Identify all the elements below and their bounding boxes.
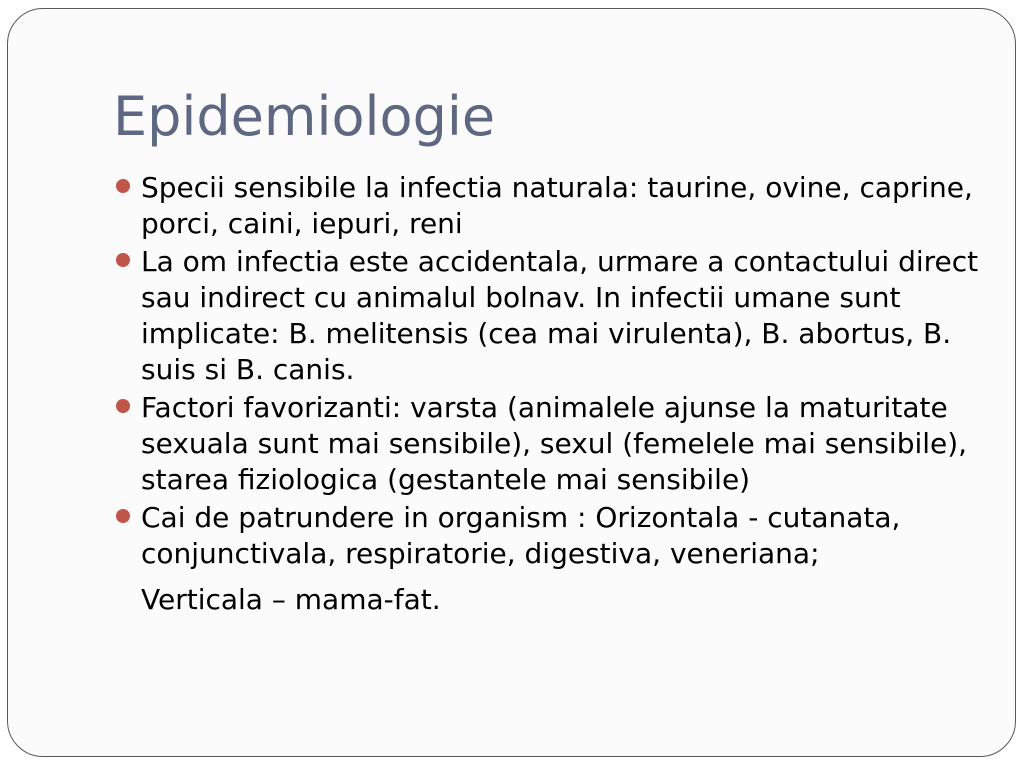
bullet-text: Cai de patrundere in organism : Orizontala - cutanata, conjunctivala, respiratorie, digestiva, veneriana; (141, 501, 901, 570)
bullet-item-human-infection (114, 244, 984, 388)
bullet-text: Specii sensibile la infectia naturala: taurine, ovine, caprine, porci, caini, iepuri, reni (141, 171, 973, 240)
slide-content (114, 170, 984, 618)
slide-title: Epidemiologie (113, 85, 496, 148)
bullet-text: Factori favorizanti: varsta (animalele ajunse la maturitate sexuala sunt mai sensibile), sexul (femelele mai sensibile), starea fiziologica (gestantele mai sensibile) (141, 391, 968, 496)
bullet-item-species (114, 170, 984, 242)
bullet-item-factors (114, 390, 984, 498)
bullet-text: La om infectia este accidentala, urmare a contactului direct sau indirect cu animalul bolnav. In infectii umane sunt implicate: B. melitensis (cea mai virulenta), B. abortus, B. suis si B. canis. (141, 245, 979, 386)
bullet-dot-icon (116, 179, 130, 193)
continuation-text: Verticala – mama-fat. (141, 583, 441, 616)
bullet-dot-icon (116, 253, 130, 267)
bullet-dot-icon (116, 399, 130, 413)
bullet-item-routes (114, 500, 984, 572)
bullet-dot-icon (116, 509, 130, 523)
